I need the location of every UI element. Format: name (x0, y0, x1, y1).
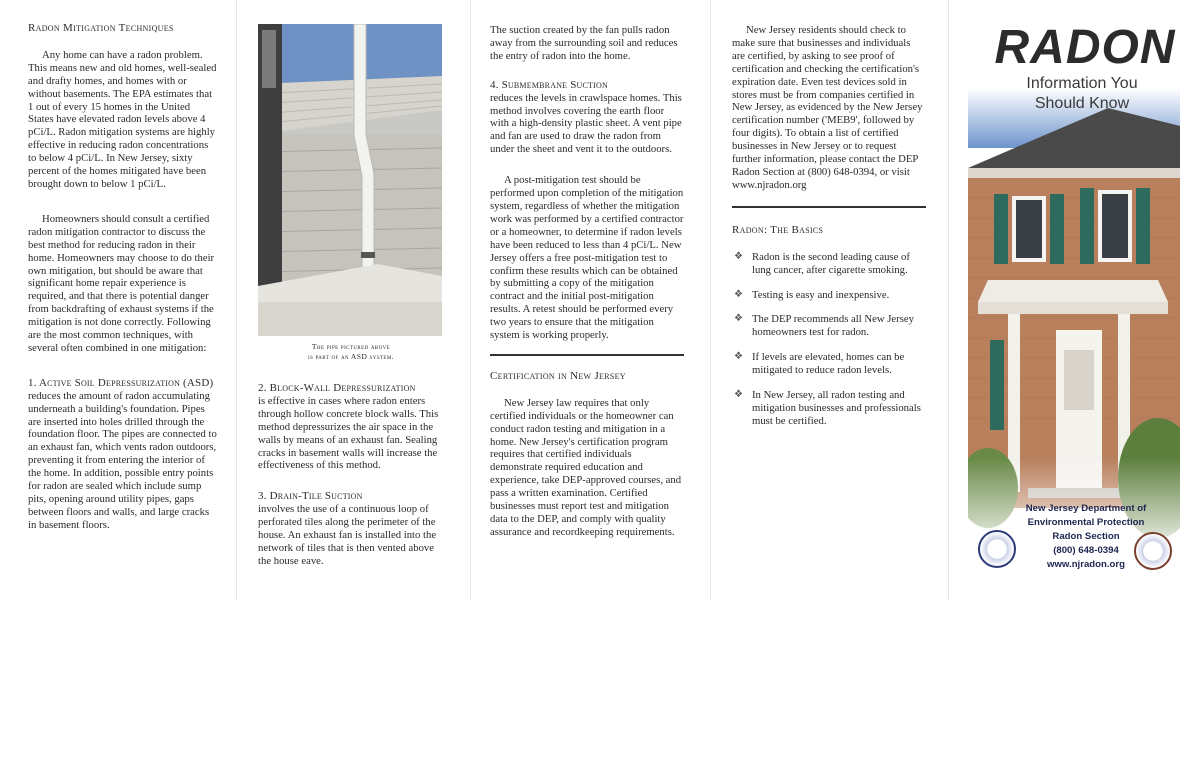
cover-subtitle (968, 74, 1196, 114)
section-heading: Certification in New Jersey (490, 369, 626, 382)
fold-line (710, 0, 711, 600)
paragraph: New Jersey residents should check to make sure that businesses and individuals are certified, by asking to see proof of certification and checking the certification's expiration date. Even test devices sold in stores must be from companies certified in New Jersey, as evidenced by the New Jersey certification number ('MEB9', followed by four digits). To obtain a list of certified businesses in New Jersey or to request further information, please contact the DEP Radon Section at (800) 648-0394, or visit www.njradon.org (732, 24, 923, 191)
pipe-illustration (258, 24, 442, 336)
cover-panel (968, 18, 1180, 578)
fold-line (470, 0, 471, 600)
caption-line: The pipe pictured above (311, 342, 391, 351)
list-item (732, 251, 926, 277)
column-post-mitigation (490, 24, 684, 550)
fold-line (948, 0, 949, 600)
technique-body: reduces the amount of radon accumulating underneath a building's foundation. Pipes are inserted into holes drilled through the foundation floor. The pipes are connected to an exhaust fan, which vents radon outdoors, preventing it from entering the interior of the home. In addition, possible entry points for radon are sealed which include sump pits, opening around utility pipes, gaps between floors and walls, and large cracks in basement floors. (28, 389, 217, 531)
diamond-bullet-icon: ❖ (734, 351, 743, 363)
list-item-text: Radon is the second leading cause of lung cancer, after cigarette smoking. (752, 250, 910, 276)
paragraph: Homeowners should consult a certified radon mitigation contractor to discuss the best method for reducing radon in their home. Homeowners may choose to do their own mitigation, but should be aware that significant home repair experience is required, and that there is potential danger from backdrafting of exhaust systems if the mitigation is not done correctly. Following are the most common techniques, with several often combined in one mitigation: (28, 212, 215, 354)
cover-contact-block (1006, 502, 1166, 572)
diamond-bullet-icon: ❖ (734, 389, 743, 401)
section-heading: Radon: The Basics (732, 223, 824, 236)
column-basics (732, 24, 926, 440)
contact-phone: (800) 648-0394 (1053, 545, 1119, 556)
list-item (732, 389, 926, 428)
diamond-bullet-icon: ❖ (734, 313, 743, 325)
list-item-text: In New Jersey, all radon testing and mitigation businesses and professionals must be certified. (752, 389, 921, 427)
list-item (732, 351, 926, 377)
basics-list (732, 251, 926, 428)
paragraph: A post-mitigation test should be performed upon completion of the mitigation system, regardless of whether the mitigation work was performed by a certified contractor or a homeowner, to determine if radon levels have been reduced to less than 4 pCi/L. New Jersey offers a free post-mitigation test to confirm these results which can be obtained by submitting a copy of the mitigation contract and the initial post-mitigation results. A retest should be performed every two years to ensure that the mitigation system is working properly. (490, 174, 684, 342)
paragraph: Any home can have a radon problem. This means new and old homes, well-sealed and drafty homes, and homes with or without basements. The EPA estimates that 1 out of every 15 homes in the United States have elevated radon levels above 4 pCi/L. Radon mitigation systems are highly effective in reducing radon concentrations to below 4 pCi/L. In New Jersey, sixty percent of the homes mitigated have been brought down to below 1 pCi/L. (28, 48, 217, 190)
technique-title: 3. Drain-Tile Suction (258, 490, 363, 503)
contact-line: New Jersey Department of (1025, 503, 1147, 514)
list-item (732, 289, 926, 302)
list-item (732, 313, 926, 339)
asd-pipe-photo (258, 24, 442, 336)
paragraph: The suction created by the fan pulls radon away from the surrounding soil and reduces the entry of radon into the home. (490, 24, 678, 62)
fold-line (236, 0, 237, 600)
subtitle-line: Should Know (1034, 95, 1130, 112)
list-item-text: If levels are elevated, homes can be mitigated to reduce radon levels. (752, 351, 905, 377)
contact-line: Radon Section (1052, 531, 1120, 542)
column-mitigation-techniques (28, 22, 218, 543)
technique-body: involves the use of a continuous loop of perforated tiles along the perimeter of the house. An exhaust fan is installed into the network of tiles that is then vented above the house eave. (258, 503, 437, 567)
section-divider (490, 354, 684, 356)
technique-body: reduces the levels in crawlspace homes. This method involves covering the earth floor with a high-density plastic sheet. A vent pipe and fan are used to draw the radon from under the sheet and vent it to the outdoors. (490, 91, 682, 156)
technique-title: 1. Active Soil Depressurization (ASD) (28, 376, 214, 389)
technique-body: is effective in cases where radon enters through hollow concrete block walls. This method depressurizes the air space in the walls by means of an exhaust fan. Sealing cracks in basement walls will increase the effectiveness of this method. (258, 394, 439, 472)
list-item-text: Testing is easy and inexpensive. (752, 288, 890, 301)
subtitle-line: Information You (1026, 75, 1138, 92)
contact-line: Environmental Protection (1027, 517, 1145, 528)
contact-website: www.njradon.org (1047, 559, 1125, 570)
section-heading: Radon Mitigation Techniques (28, 22, 174, 34)
column-techniques-continued (258, 24, 444, 579)
diamond-bullet-icon: ❖ (734, 288, 743, 300)
list-item-text: The DEP recommends all New Jersey homeowners test for radon. (752, 313, 914, 339)
photo-caption (258, 342, 444, 362)
section-divider (732, 206, 926, 208)
caption-line: is part of an ASD system. (308, 352, 394, 361)
diamond-bullet-icon: ❖ (734, 250, 743, 262)
technique-title: 2. Block-Wall Depressurization (258, 382, 416, 394)
cover-title: RADON (994, 21, 1176, 74)
paragraph: New Jersey law requires that only certified individuals or the homeowner can conduct radon testing and mitigation in a home. New Jersey's certification program requires that certified individuals demonstrate required education and experience, take DEP-approved courses, and pass a written examination. Certified businesses must report test and mitigation data to the DEP, and comply with quality assurance and recordkeeping requirements. (490, 396, 682, 538)
technique-title: 4. Submembrane Suction (490, 78, 608, 91)
